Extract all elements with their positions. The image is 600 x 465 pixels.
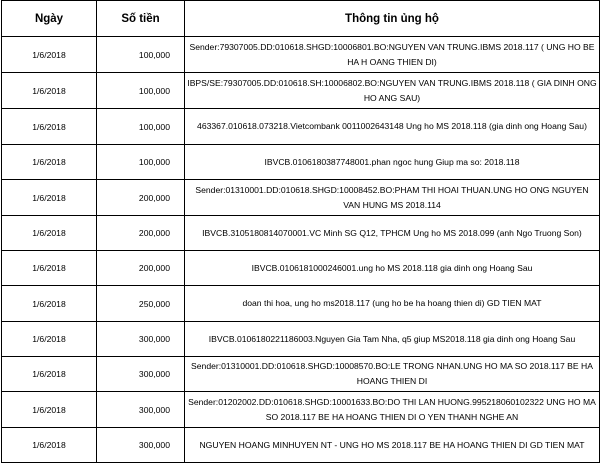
date-cell: 1/6/2018: [2, 392, 97, 428]
date-cell: 1/6/2018: [2, 180, 97, 216]
info-cell: NGUYEN HOANG MINHUYEN NT - UNG HO MS 2018.117 BE HA HOANG THIEN DI GD TIEN MAT: [185, 428, 600, 463]
table-row: [2, 286, 600, 322]
date-column-header: Ngày: [2, 1, 97, 37]
table-row: [2, 73, 600, 109]
table-row: [2, 392, 600, 428]
date-cell: 1/6/2018: [2, 145, 97, 180]
amount-cell: 250,000: [97, 286, 185, 322]
amount-column-header: Số tiền: [97, 1, 185, 37]
amount-cell: 100,000: [97, 145, 185, 180]
info-cell: IBVCB.0106180387748001.phan ngoc hung Giup ma so: 2018.118: [185, 145, 600, 180]
date-cell: 1/6/2018: [2, 37, 97, 73]
info-cell: doan thi hoa, ung ho ms2018.117 (ung ho be ha hoang thien di) GD TIEN MAT: [185, 286, 600, 322]
date-cell: 1/6/2018: [2, 286, 97, 322]
amount-cell: 300,000: [97, 357, 185, 392]
date-cell: 1/6/2018: [2, 73, 97, 109]
amount-cell: 100,000: [97, 73, 185, 109]
table-row: [2, 322, 600, 357]
info-cell: IBVCB.0106181000246001.ung ho MS 2018.118 gia dinh ong Hoang Sau: [185, 251, 600, 286]
date-cell: 1/6/2018: [2, 322, 97, 357]
info-column-header: Thông tin ủng hộ: [185, 1, 600, 37]
amount-cell: 200,000: [97, 251, 185, 286]
amount-cell: 100,000: [97, 37, 185, 73]
table-row: [2, 428, 600, 463]
table-row: [2, 216, 600, 251]
amount-cell: 300,000: [97, 428, 185, 463]
info-cell: Sender:01310001.DD:010618.SHGD:10008570.BO:LE TRONG NHAN.UNG HO MA SO 2018.117 BE HA HOANG THIEN DI: [185, 357, 600, 392]
table-row: [2, 37, 600, 73]
date-cell: 1/6/2018: [2, 251, 97, 286]
table-row: [2, 357, 600, 392]
info-cell: Sender:01202002.DD:010618.SHGD:10001633.BO:DO THI LAN HUONG.995218060102322 UNG HO MA SO 2018.117 BE HA HOANG THIEN DI O YEN THANH NGHE AN: [185, 392, 600, 428]
date-cell: 1/6/2018: [2, 428, 97, 463]
header-row: [2, 1, 600, 37]
amount-cell: 300,000: [97, 392, 185, 428]
amount-cell: 200,000: [97, 180, 185, 216]
table-row: [2, 109, 600, 145]
info-cell: 463367.010618.073218.Vietcombank 0011002643148 Ung ho MS 2018.118 (gia dinh ong Hoang Sau): [185, 109, 600, 145]
amount-cell: 300,000: [97, 322, 185, 357]
info-cell: Sender:79307005.DD:010618.SHGD:10006801.BO:NGUYEN VAN TRUNG.IBMS 2018.117 ( UNG HO BE HA H OANG THIEN DI): [185, 37, 600, 73]
info-cell: IBVCB.3105180814070001.VC Minh SG Q12, TPHCM Ung ho MS 2018.099 (anh Ngo Truong Son): [185, 216, 600, 251]
table-row: [2, 145, 600, 180]
amount-cell: 200,000: [97, 216, 185, 251]
date-cell: 1/6/2018: [2, 216, 97, 251]
date-cell: 1/6/2018: [2, 357, 97, 392]
table-row: [2, 180, 600, 216]
donation-table: [1, 0, 600, 463]
amount-cell: 100,000: [97, 109, 185, 145]
info-cell: IBPS/SE:79307005.DD:010618.SH:10006802.BO:NGUYEN VAN TRUNG.IBMS 2018.118 ( GIA DINH ONG HO ANG SAU): [185, 73, 600, 109]
info-cell: IBVCB.0106180221186003.Nguyen Gia Tam Nha, q5 giup MS2018.118 gia dinh ong Hoang Sau: [185, 322, 600, 357]
date-cell: 1/6/2018: [2, 109, 97, 145]
info-cell: Sender:01310001.DD:010618.SHGD:10008452.BO:PHAM THI HOAI THUAN.UNG HO ONG NGUYEN VAN HUNG MS 2018.114: [185, 180, 600, 216]
table-row: [2, 251, 600, 286]
